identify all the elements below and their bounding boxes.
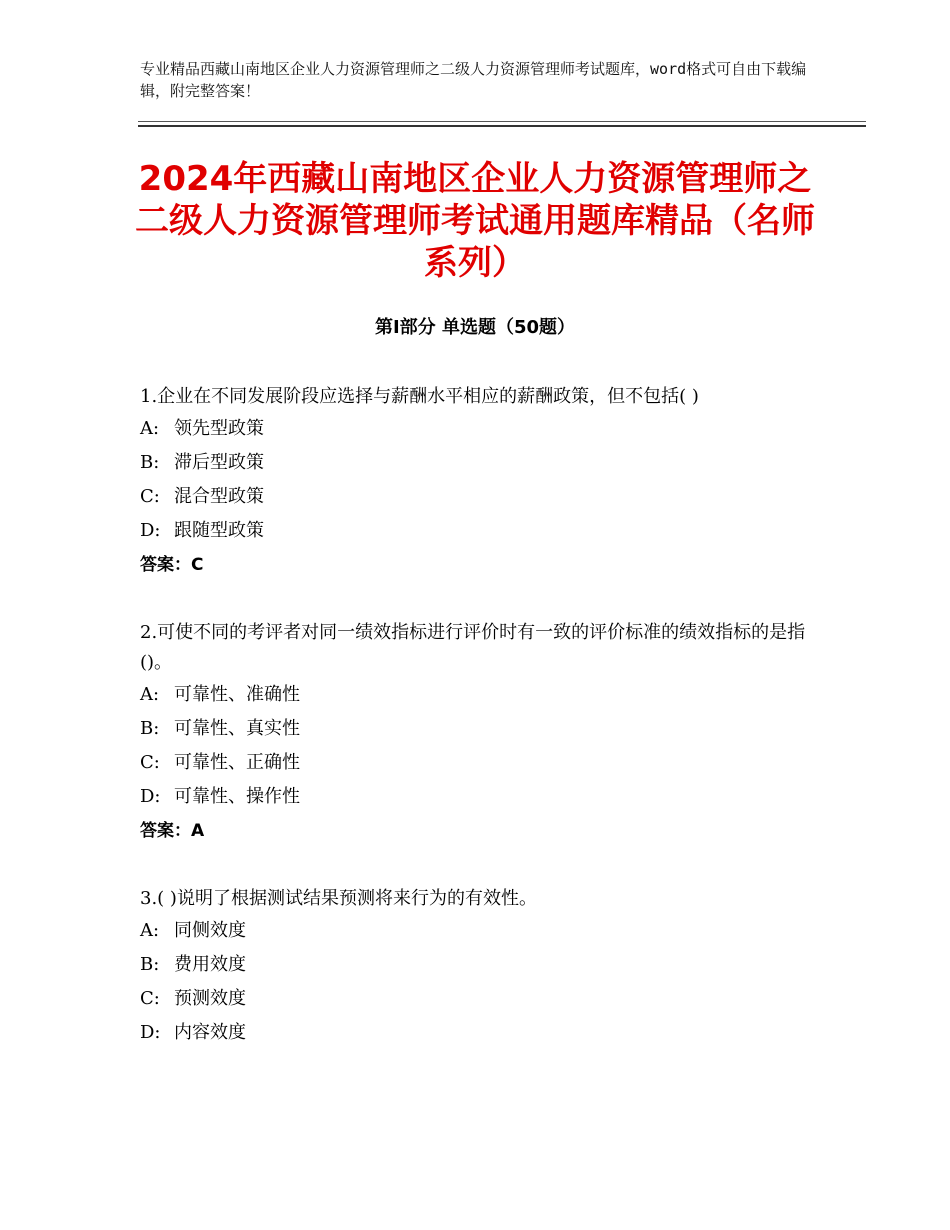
option-text: 费用效度 <box>174 954 246 975</box>
answer-line <box>140 814 820 848</box>
header-rule-thin <box>138 121 866 122</box>
document-title: 2024年西藏山南地区企业人力资源管理师之二级人力资源管理师考试通用题库精品（名师系列） <box>135 159 815 283</box>
option-letter: B: <box>140 954 160 975</box>
option-text: 同侧效度 <box>174 920 246 941</box>
question-gap <box>140 848 820 884</box>
option-letter: C: <box>140 988 160 1009</box>
option-letter: D: <box>140 786 161 807</box>
question-stem: 3.( )说明了根据测试结果预测将来行为的有效性。 <box>140 888 537 909</box>
option-text: 可靠性、准确性 <box>174 684 300 705</box>
option-letter: C: <box>140 752 160 773</box>
option-a <box>140 412 820 446</box>
option-text: 滞后型政策 <box>174 452 264 473</box>
question-2 <box>140 618 820 848</box>
option-letter: B: <box>140 718 160 739</box>
option-c <box>140 982 820 1016</box>
option-letter: A: <box>140 920 160 941</box>
option-d <box>140 780 820 814</box>
option-letter: D: <box>140 520 161 541</box>
option-text: 可靠性、真实性 <box>174 718 300 739</box>
header-rule-thick <box>138 125 866 127</box>
answer-value: A <box>191 821 205 841</box>
question-stem: 1.企业在不同发展阶段应选择与薪酬水平相应的薪酬政策，但不包括( ) <box>140 386 699 407</box>
option-text: 预测效度 <box>174 988 246 1009</box>
header-note: 专业精品西藏山南地区企业人力资源管理师之二级人力资源管理师考试题库，word格式可自由下载编辑，附完整答案！ <box>140 60 807 100</box>
option-letter: B: <box>140 452 160 473</box>
option-text: 可靠性、正确性 <box>174 752 300 773</box>
option-text: 跟随型政策 <box>174 520 264 541</box>
option-c <box>140 746 820 780</box>
answer-label: 答案： <box>140 821 191 841</box>
option-a <box>140 678 820 712</box>
answer-label: 答案： <box>140 555 191 575</box>
question-3 <box>140 884 820 1050</box>
option-letter: A: <box>140 684 160 705</box>
answer-value: C <box>191 555 204 575</box>
option-letter: C: <box>140 486 160 507</box>
answer-line <box>140 548 820 582</box>
section-title: 第Ⅰ部分 单选题（50题） <box>374 317 575 338</box>
option-a <box>140 914 820 948</box>
option-b <box>140 446 820 480</box>
option-text: 混合型政策 <box>174 486 264 507</box>
option-d <box>140 514 820 548</box>
option-c <box>140 480 820 514</box>
option-letter: D: <box>140 1022 161 1043</box>
option-text: 可靠性、操作性 <box>174 786 300 807</box>
option-letter: A: <box>140 418 160 439</box>
option-b <box>140 712 820 746</box>
option-text: 内容效度 <box>174 1022 246 1043</box>
option-d <box>140 1016 820 1050</box>
option-text: 领先型政策 <box>174 418 264 439</box>
question-stem: 2.可使不同的考评者对同一绩效指标进行评价时有一致的评价标准的绩效指标的是指()。 <box>140 622 806 673</box>
question-gap <box>140 582 820 618</box>
question-1 <box>140 382 820 582</box>
question-list <box>140 382 820 1050</box>
option-b <box>140 948 820 982</box>
